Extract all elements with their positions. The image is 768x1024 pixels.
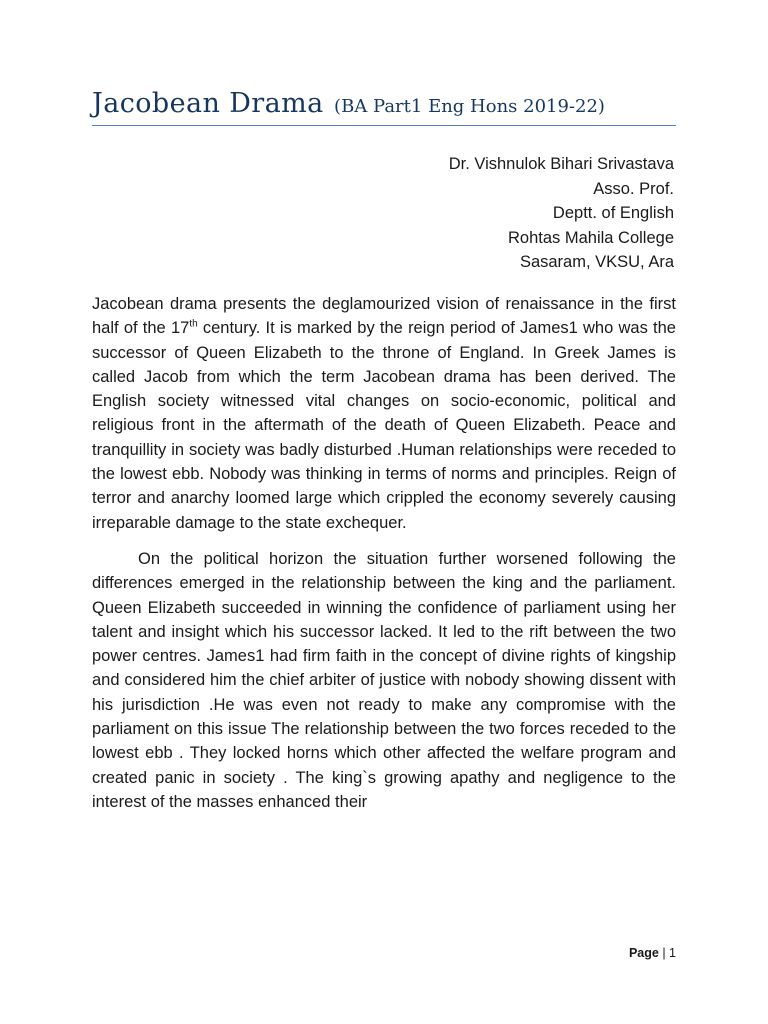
- author-college: Rohtas Mahila College: [507, 228, 674, 247]
- ordinal-superscript: th: [189, 318, 198, 330]
- author-department: Deptt. of English: [552, 204, 674, 223]
- title-subtitle: (BA Part1 Eng Hons 2019-22): [334, 96, 605, 117]
- page-number: 1: [669, 946, 676, 960]
- paragraph-2: On the political horizon the situation further worsened following the differences emerged in the relationship between the king and the parliament. Queen Elizabeth succeeded in winning the confidence of parliament using her talent and insight which his successor lacked. It led to the rift between the two power centres. James1 had firm faith in the concept of divine rights of kingship and considered him the chief arbiter of justice with nobody showing dissent with his jurisdiction .He was even not ready to make any compromise with the parliament on this issue The relationship between the two forces receded to the lowest ebb . They locked horns which other affected the welfare program and created panic in society . The king`s growing apathy and negligence to the interest of the masses enhanced their: [92, 549, 676, 811]
- paragraph-1-part-a: Jacobean drama presents the deglamourized vision of renaissance in the first half of the 17: [92, 295, 676, 338]
- author-designation: Asso. Prof.: [593, 179, 674, 198]
- paragraph-1-part-b: century. It is marked by the reign period of James1 who was the successor of Queen Elizabeth to the throne of England. In Greek James is called Jacob from which the term Jacobean drama has been derived. The English society witnessed vital changes on socio-economic, political and religious front in the aftermath of the death of Queen Elizabeth. Peace and tranquillity in society was badly disturbed .Human relationships were receded to the lowest ebb. Nobody was thinking in terms of norms and principles. Reign of terror and anarchy loomed large which crippled the economy severely causing irreparable damage to the state exchequer.: [92, 319, 676, 532]
- page-label: Page: [628, 946, 659, 960]
- paragraph-1: [92, 292, 676, 535]
- title-main: Jacobean Drama: [92, 88, 324, 119]
- page-separator: |: [658, 946, 670, 960]
- title-heading: [92, 88, 676, 126]
- author-location: Sasaram, VKSU, Ara: [519, 253, 674, 272]
- body-text: [92, 292, 676, 826]
- author-name: Dr. Vishnulok Bihari Srivastava: [448, 155, 674, 173]
- author-block: [449, 152, 674, 275]
- page-footer: [629, 946, 676, 960]
